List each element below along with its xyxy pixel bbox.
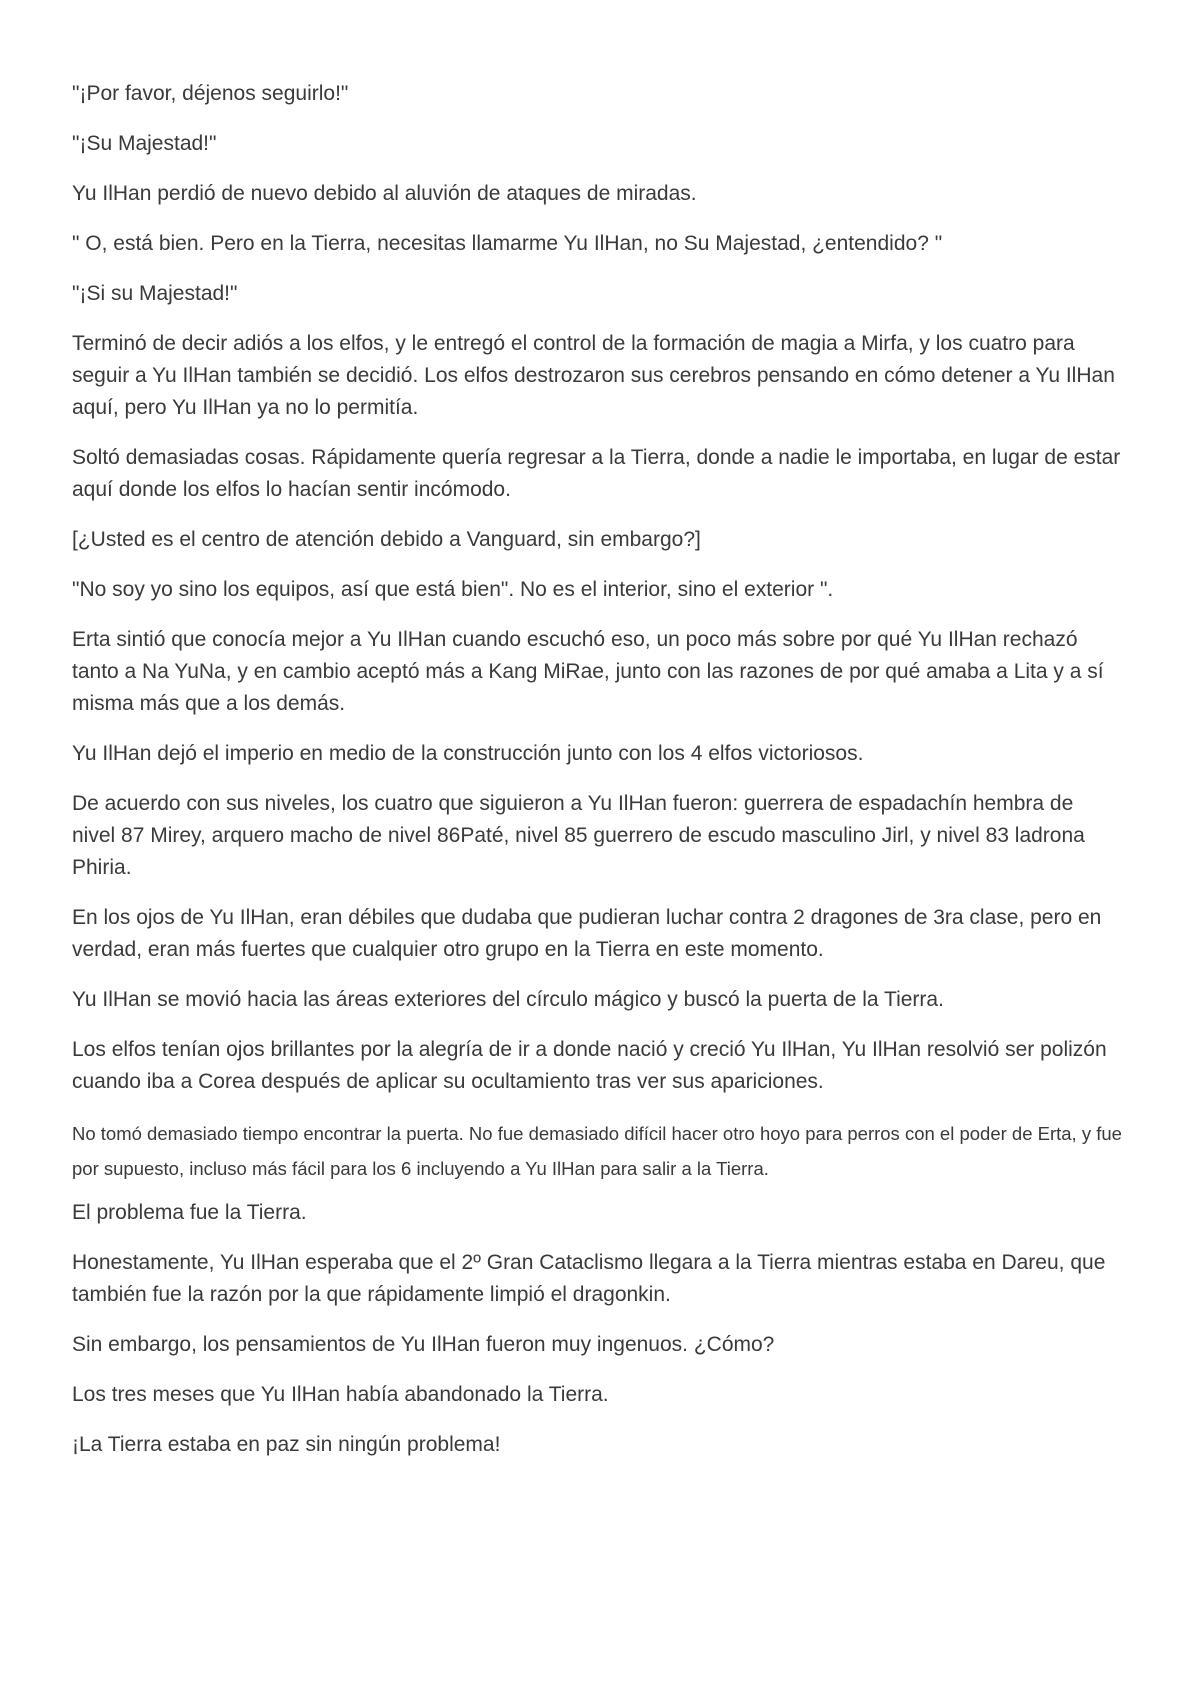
paragraph: [¿Usted es el centro de atención debido a Vanguard, sin embargo?] [72,528,701,551]
paragraph: Yu IlHan dejó el imperio en medio de la construcción junto con los 4 elfos victoriosos. [72,742,864,765]
paragraph: Los elfos tenían ojos brillantes por la alegría de ir a donde nació y creció Yu IlHan, Yu IlHan resolvió ser polizón cuando iba a Corea después de aplicar su ocultamiento tras ver sus apariciones. [72,1038,1107,1093]
paragraph: "¡Si su Majestad!" [72,282,238,305]
paragraph: No tomó demasiado tiempo encontrar la puerta. No fue demasiado difícil hacer otro hoyo para perros con el poder de Erta, y fue por supuesto, incluso más fácil para los 6 incluyendo a Yu IlHan para salir a la Tierra. [72,1123,1122,1179]
paragraph: "¡Por favor, déjenos seguirlo!" [72,82,349,105]
paragraph: "¡Su Majestad!" [72,132,217,155]
paragraph: El problema fue la Tierra. [72,1201,307,1224]
paragraph: Yu IlHan se movió hacia las áreas exteriores del círculo mágico y buscó la puerta de la Tierra. [72,988,944,1011]
paragraph: Sin embargo, los pensamientos de Yu IlHan fueron muy ingenuos. ¿Cómo? [72,1333,775,1356]
paragraph: Erta sintió que conocía mejor a Yu IlHan cuando escuchó eso, un poco más sobre por qué Yu IlHan rechazó tanto a Na YuNa, y en cambio aceptó más a Kang MiRae, junto con las razones de por qué amaba a Lita y a sí misma más que a los demás. [72,628,1104,715]
paragraph: Honestamente, Yu IlHan esperaba que el 2º Gran Cataclismo llegara a la Tierra mientras estaba en Dareu, que también fue la razón por la que rápidamente limpió el dragonkin. [72,1251,1106,1306]
document-page [72,78,1122,1479]
paragraph: Terminó de decir adiós a los elfos, y le entregó el control de la formación de magia a Mirfa, y los cuatro para seguir a Yu IlHan también se decidió. Los elfos destrozaron sus cerebros pensando en cómo detener a Yu IlHan aquí, pero Yu IlHan ya no lo permitía. [72,332,1115,419]
paragraph: Los tres meses que Yu IlHan había abandonado la Tierra. [72,1383,609,1406]
paragraph: Yu IlHan perdió de nuevo debido al aluvión de ataques de miradas. [72,182,697,205]
paragraph: " O, está bien. Pero en la Tierra, necesitas llamarme Yu IlHan, no Su Majestad, ¿entendido? " [72,232,943,255]
paragraph: En los ojos de Yu IlHan, eran débiles que dudaba que pudieran luchar contra 2 dragones de 3ra clase, pero en verdad, eran más fuertes que cualquier otro grupo en la Tierra en este momento. [72,906,1102,961]
paragraph: Soltó demasiadas cosas. Rápidamente quería regresar a la Tierra, donde a nadie le importaba, en lugar de estar aquí donde los elfos lo hacían sentir incómodo. [72,446,1121,501]
paragraph: "No soy yo sino los equipos, así que está bien". No es el interior, sino el exterior ". [72,578,834,601]
paragraph: De acuerdo con sus niveles, los cuatro que siguieron a Yu IlHan fueron: guerrera de espadachín hembra de nivel 87 Mirey, arquero macho de nivel 86Paté, nivel 85 guerrero de escudo masculino Jirl, y nivel 83 ladrona Phiria. [72,792,1085,879]
paragraph: ¡La Tierra estaba en paz sin ningún problema! [72,1433,501,1456]
